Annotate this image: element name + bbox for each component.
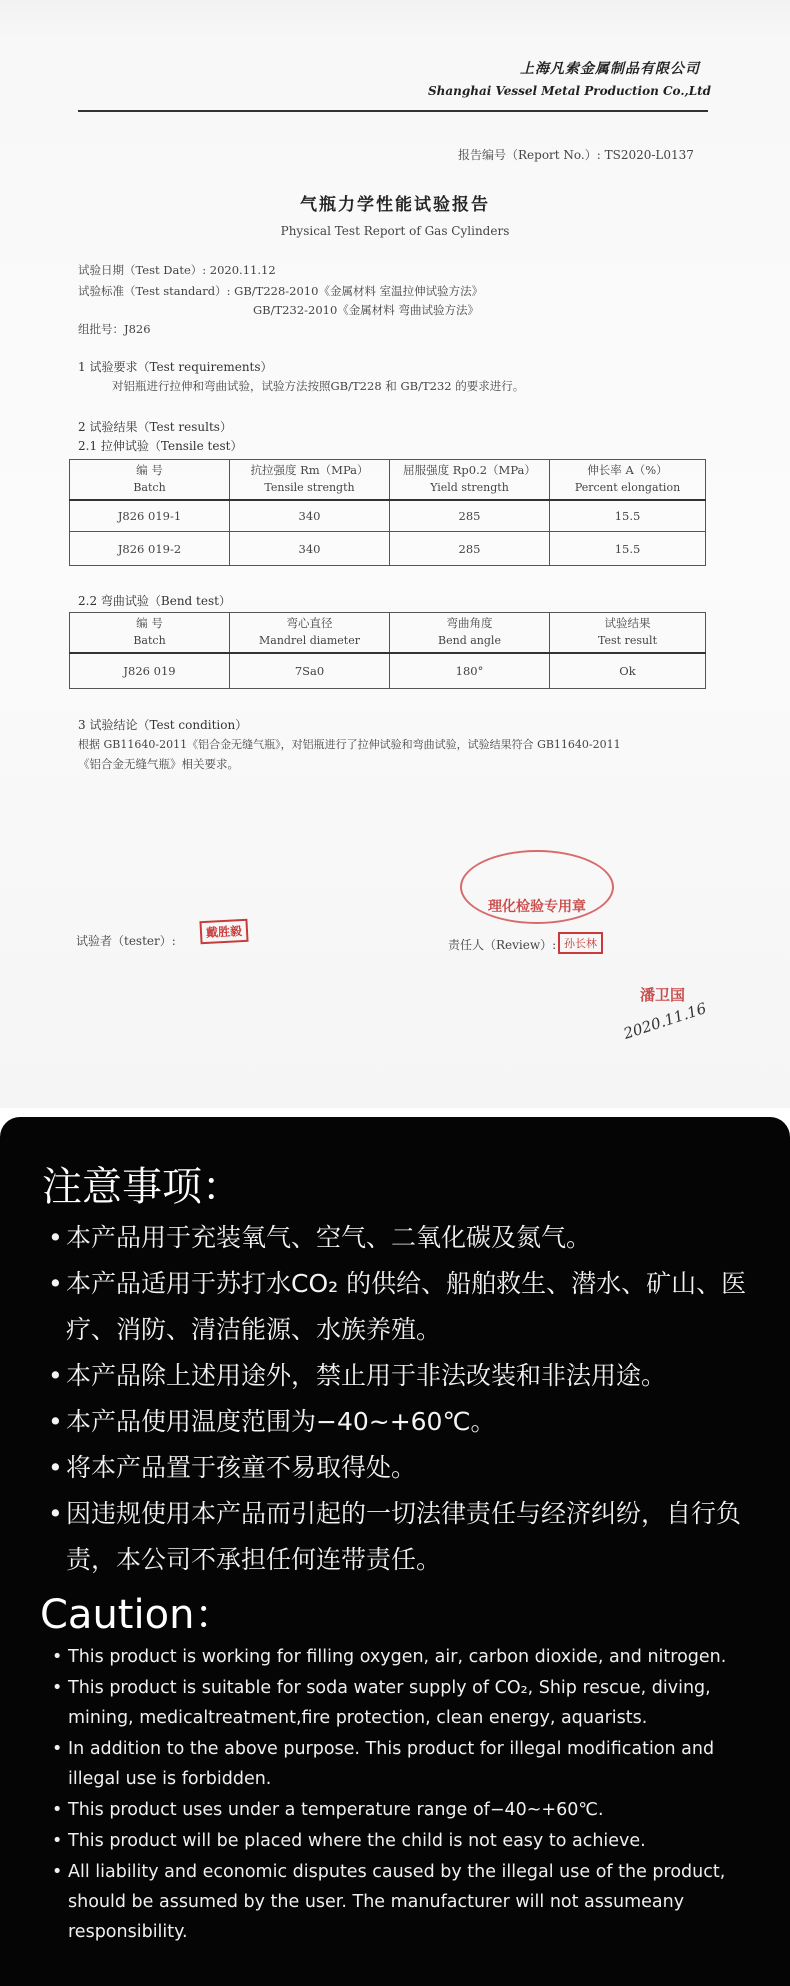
bend-test-table — [69, 612, 706, 689]
test-standard-line-1: 试验标准（Test standard）: GB/T228-2010《金属材料 室温拉伸试验方法》 — [78, 284, 484, 298]
table-row — [70, 653, 706, 689]
header-divider — [78, 110, 708, 112]
signature-date: 2020.11.16 — [621, 999, 709, 1043]
tensile-test-table — [69, 459, 706, 566]
header-cell: 伸长率 A（%） Percent elongation — [550, 460, 706, 500]
report-title-cn: 气瓶力学性能试验报告 — [300, 195, 490, 215]
company-name-cn: 上海凡索金属制品有限公司 — [520, 61, 700, 77]
list-item: • 本产品使用温度范围为−40~+60℃。 — [44, 1399, 764, 1445]
table-header-row — [70, 613, 706, 653]
table-cell: 15.5 — [550, 500, 706, 532]
caution-list-cn — [44, 1215, 764, 1583]
section-3-text-line-2: 《铝合金无缝气瓶》相关要求。 — [78, 757, 239, 771]
table-cell: 15.5 — [550, 532, 706, 566]
review-label: 责任人（Review）: — [448, 938, 557, 952]
list-item: • This product uses under a temperature range of−40~+60℃. — [50, 1795, 770, 1825]
table-cell: J826 019 — [70, 653, 230, 689]
batch-number: 组批号：J826 — [78, 322, 151, 336]
table-header-row — [70, 460, 706, 500]
reviewer-stamp: 孙长林 — [558, 932, 603, 954]
caution-title-en: Caution： — [40, 1592, 235, 1638]
company-name-en: Shanghai Vessel Metal Production Co.,Ltd — [428, 84, 712, 98]
official-seal: 理化检验专用章 — [460, 850, 614, 924]
report-title-en: Physical Test Report of Gas Cylinders — [280, 224, 510, 238]
test-date: 试验日期（Test Date）: 2020.11.12 — [78, 263, 276, 277]
list-item: • This product will be placed where the child is not easy to achieve. — [50, 1826, 770, 1856]
report-number: 报告编号（Report No.）: TS2020-L0137 — [458, 148, 694, 162]
tester-stamp: 戴胜毅 — [199, 919, 248, 944]
header-cell: 试验结果 Test result — [550, 613, 706, 653]
section-1-title: 1 试验要求（Test requirements） — [78, 360, 273, 374]
list-item: • In addition to the above purpose. This product for illegal modification and illegal use is forbidden. — [50, 1734, 770, 1794]
caution-panel — [0, 1117, 790, 1986]
section-2-title: 2 试验结果（Test results） — [78, 420, 232, 434]
header-cell: 弯曲角度 Bend angle — [390, 613, 550, 653]
header-cell: 编 号 Batch — [70, 460, 230, 500]
section-3-text-line-1: 根据 GB11640-2011《铝合金无缝气瓶》，对铝瓶进行了拉伸试验和弯曲试验，试验结果符合 GB11640-2011 — [78, 738, 621, 751]
header-cell: 弯心直径 Mandrel diameter — [230, 613, 390, 653]
approver-signature: 潘卫国 — [640, 986, 686, 1004]
section-2-2-title: 2.2 弯曲试验（Bend test） — [78, 594, 231, 608]
caution-list-en — [50, 1642, 770, 1948]
list-item: • 将本产品置于孩童不易取得处。 — [44, 1445, 764, 1491]
table-row — [70, 500, 706, 532]
test-standard-line-2: GB/T232-2010《金属材料 弯曲试验方法》 — [253, 303, 479, 317]
table-cell: J826 019-1 — [70, 500, 230, 532]
header-cell: 抗拉强度 Rm（MPa） Tensile strength — [230, 460, 390, 500]
table-cell: 285 — [390, 532, 550, 566]
list-item: • 因违规使用本产品而引起的一切法律责任与经济纠纷，自行负责，本公司不承担任何连带责任。 — [44, 1491, 764, 1583]
list-item: • 本产品除上述用途外，禁止用于非法改装和非法用途。 — [44, 1353, 764, 1399]
list-item: • This product is suitable for soda water supply of CO₂, Ship rescue, diving, mining, medicaltreatment,fire protection, clean energy, aquarists. — [50, 1673, 770, 1733]
section-3-title: 3 试验结论（Test condition） — [78, 718, 248, 732]
list-item: • 本产品用于充装氧气、空气、二氧化碳及氮气。 — [44, 1215, 764, 1261]
table-cell: 285 — [390, 500, 550, 532]
header-cell: 编 号 Batch — [70, 613, 230, 653]
table-cell: 7Sa0 — [230, 653, 390, 689]
section-2-1-title: 2.1 拉伸试验（Tensile test） — [78, 439, 243, 453]
section-1-text: 对铝瓶进行拉伸和弯曲试验，试验方法按照GB/T228 和 GB/T232 的要求进行。 — [112, 379, 525, 393]
list-item: • All liability and economic disputes caused by the illegal use of the product, should be assumed by the user. The manufacturer will not assumeany responsibility. — [50, 1857, 770, 1947]
table-cell: 340 — [230, 500, 390, 532]
table-cell: 340 — [230, 532, 390, 566]
table-cell: 180° — [390, 653, 550, 689]
table-row — [70, 532, 706, 566]
table-cell: J826 019-2 — [70, 532, 230, 566]
tester-label: 试验者（tester）: — [76, 934, 176, 948]
caution-title-cn: 注意事项： — [42, 1164, 242, 1210]
list-item: • This product is working for filling oxygen, air, carbon dioxide, and nitrogen. — [50, 1642, 770, 1672]
table-cell: Ok — [550, 653, 706, 689]
list-item: • 本产品适用于苏打水CO₂ 的供给、船舶救生、潜水、矿山、医疗、消防、清洁能源、水族养殖。 — [44, 1261, 764, 1353]
header-cell: 屈服强度 Rp0.2（MPa） Yield strength — [390, 460, 550, 500]
